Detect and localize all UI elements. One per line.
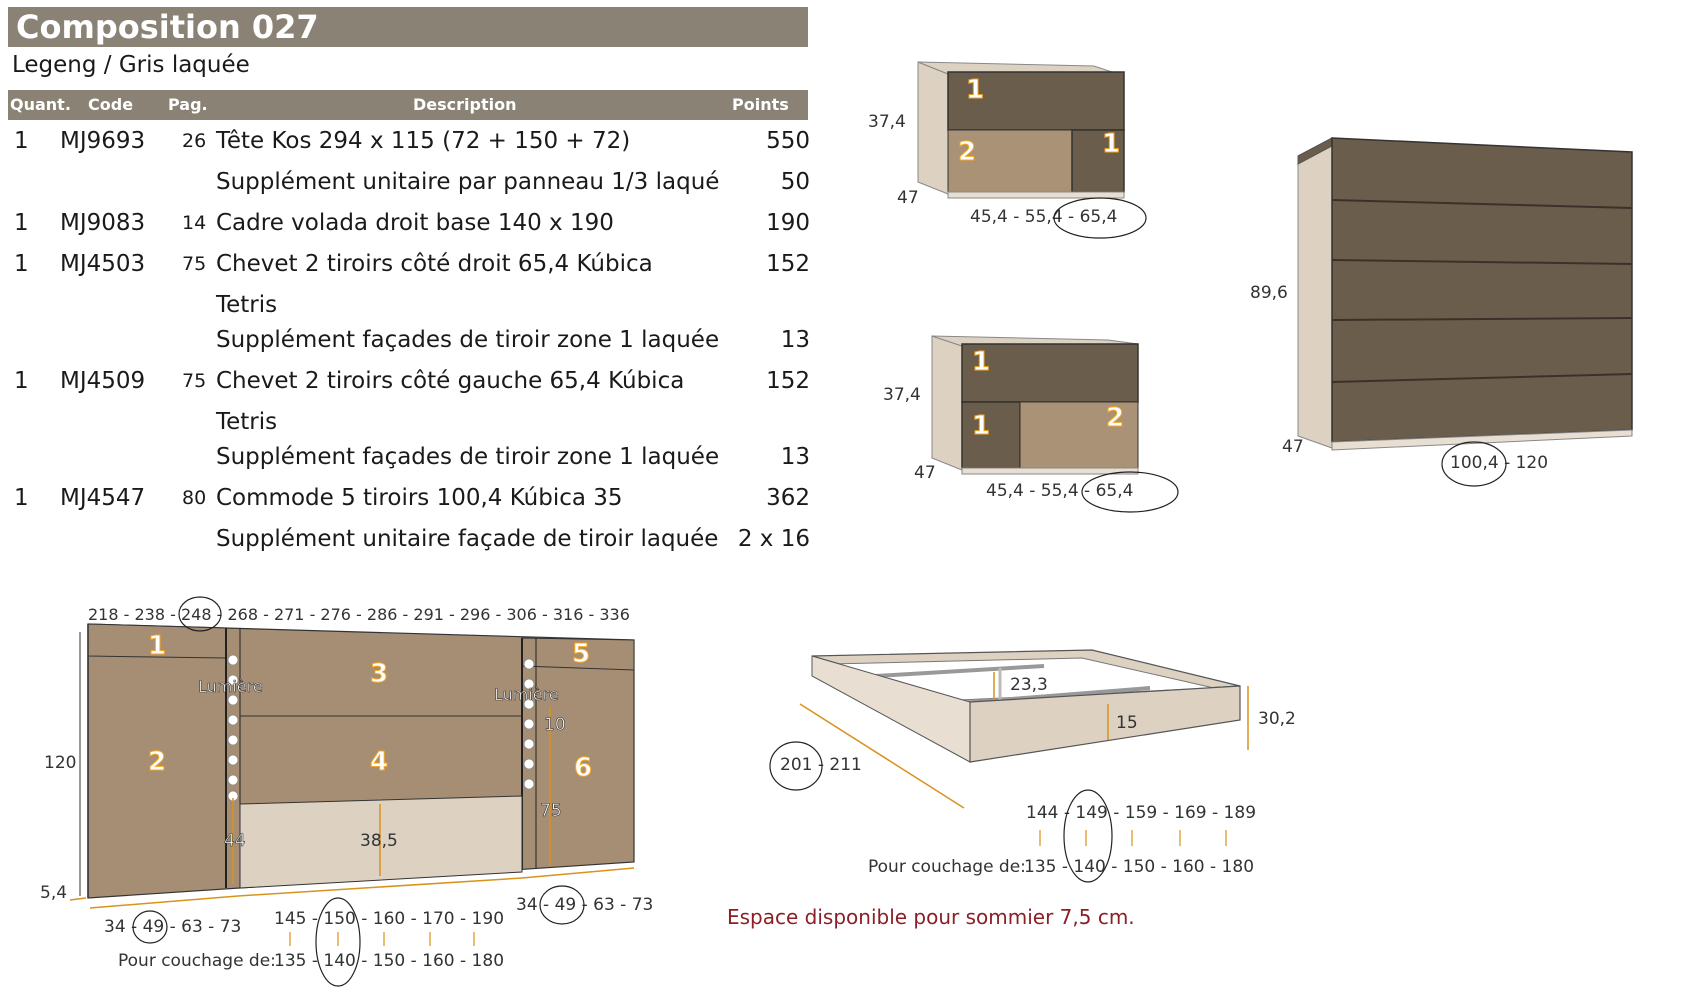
bed-lengths: 201 - 211	[780, 755, 862, 775]
dresser-depth: 47	[1282, 437, 1304, 457]
headboard-couchage-label: Pour couchage de:	[118, 951, 276, 971]
header-qty: Quant.	[10, 95, 71, 114]
bed-dim-30-2: 30,2	[1258, 709, 1296, 729]
row-description: Chevet 2 tiroirs côté droit 65,4 Kúbica	[216, 251, 653, 277]
row-points: 550	[766, 128, 810, 154]
headboard-light-label-left: Lumière	[198, 677, 263, 696]
row-pag: 75	[182, 253, 207, 275]
bed-dim-23-3: 23,3	[1010, 675, 1048, 695]
row-description: Supplément façades de tiroir zone 1 laquée	[216, 327, 720, 353]
headboard-panel-6: 6	[574, 753, 593, 783]
dresser-drawing	[1298, 138, 1632, 450]
row-code: MJ4547	[60, 485, 146, 511]
row-description: Chevet 2 tiroirs côté gauche 65,4 Kúbica	[216, 368, 685, 394]
bed-frame-drawing	[812, 650, 1240, 762]
headboard-base: 5,4	[40, 883, 68, 903]
row-qty: 1	[14, 128, 29, 154]
row-description: Supplément façades de tiroir zone 1 laquée	[216, 444, 720, 470]
page-title: Composition 027	[8, 7, 808, 47]
row-pag: 14	[182, 212, 207, 234]
row-code: MJ9083	[60, 210, 146, 236]
row-pag: 26	[182, 130, 207, 152]
headboard-panel-5: 5	[572, 639, 591, 669]
header-description: Description	[413, 95, 517, 114]
dresser-widths: 100,4 - 120	[1450, 453, 1549, 473]
dim-38-5: 38,5	[360, 831, 398, 851]
bed-couchage-values: 135 - 140 - 150 - 160 - 180	[1024, 857, 1255, 877]
row-pag: 75	[182, 370, 207, 392]
headboard-top-widths: 218 - 238 - 248 - 268 - 271 - 276 - 286 - 291 - 296 - 306 - 316 - 336	[88, 605, 630, 624]
headboard-light-label-right: Lumière	[494, 685, 559, 704]
row-points: 152	[766, 251, 810, 277]
note-text: Espace disponible pour sommier 7,5 cm.	[727, 905, 1135, 929]
dim-10: 10	[544, 715, 566, 735]
ns-right-zone-1: 1	[966, 75, 985, 105]
row-points: 50	[780, 169, 810, 195]
headboard-couchage-values: 135 - 140 - 150 - 160 - 180	[274, 951, 505, 971]
row-qty: 1	[14, 368, 29, 394]
ns-left-height: 37,4	[883, 385, 921, 405]
headboard-panel-2: 2	[148, 747, 167, 777]
nightstand-right-drawing	[918, 62, 1124, 198]
headboard-center-widths: 145 - 150 - 160 - 170 - 190	[274, 909, 505, 929]
ns-left-zone-1: 1	[972, 347, 991, 377]
row-description: Cadre volada droit base 140 x 190	[216, 210, 614, 236]
bed-widths: 144 - 149 - 159 - 169 - 189	[1026, 803, 1257, 823]
ns-right-height: 37,4	[868, 112, 906, 132]
row-description: Supplément unitaire façade de tiroir laquée	[216, 526, 719, 552]
header-points: Points	[732, 95, 789, 114]
subtitle: Legeng / Gris laquée	[12, 52, 250, 78]
dresser-height: 89,6	[1250, 283, 1288, 303]
headboard-side-right: 34 - 49 - 63 - 73	[516, 895, 654, 915]
ns-right-zone-2: 2	[958, 137, 977, 167]
ns-right-depth: 47	[897, 188, 919, 208]
bed-tick-marks	[1040, 830, 1226, 846]
ns-right-zone-3: 1	[1102, 129, 1121, 159]
row-points: 2 x 16	[737, 526, 810, 552]
row-points: 152	[766, 368, 810, 394]
row-points: 13	[780, 444, 810, 470]
dim-44: 44	[224, 831, 246, 851]
bed-dim-15: 15	[1116, 713, 1138, 733]
headboard-tick-marks	[290, 932, 474, 946]
row-description: Supplément unitaire par panneau 1/3 laqué	[216, 169, 720, 195]
row-code: MJ4509	[60, 368, 146, 394]
ns-right-widths: 45,4 - 55,4 - 65,4	[970, 207, 1118, 227]
row-pag: 80	[182, 487, 207, 509]
row-description: Tetris	[216, 409, 278, 435]
ns-left-depth: 47	[914, 463, 936, 483]
row-qty: 1	[14, 485, 29, 511]
headboard-panel-3: 3	[370, 659, 389, 689]
header-code: Code	[88, 95, 134, 114]
header-pag: Pag.	[168, 95, 208, 114]
row-description: Tetris	[216, 292, 278, 318]
row-code: MJ4503	[60, 251, 146, 277]
ns-left-widths: 45,4 - 55,4 - 65,4	[986, 481, 1134, 501]
headboard-panel-4: 4	[370, 747, 389, 777]
headboard-height: 120	[44, 753, 77, 773]
ns-left-zone-3: 2	[1106, 403, 1125, 433]
row-qty: 1	[14, 210, 29, 236]
row-points: 362	[766, 485, 810, 511]
row-description: Tête Kos 294 x 115 (72 + 150 + 72)	[216, 128, 631, 154]
ns-left-zone-2: 1	[972, 411, 991, 441]
row-points: 13	[780, 327, 810, 353]
headboard-side-left: 34 - 49 - 63 - 73	[104, 917, 242, 937]
bed-couchage-label: Pour couchage de:	[868, 857, 1026, 877]
row-description: Commode 5 tiroirs 100,4 Kúbica 35	[216, 485, 623, 511]
row-points: 190	[766, 210, 810, 236]
headboard-panel-1: 1	[148, 631, 167, 661]
row-code: MJ9693	[60, 128, 146, 154]
dim-75: 75	[540, 801, 562, 821]
row-qty: 1	[14, 251, 29, 277]
